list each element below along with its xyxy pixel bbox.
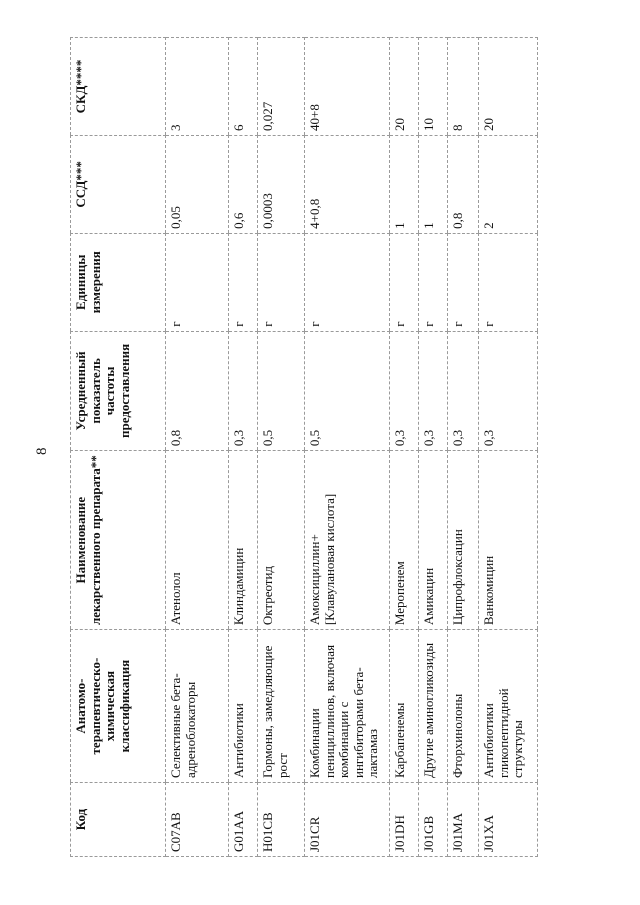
cell-frequency: 0,3: [419, 331, 448, 450]
cell-classification: Селективные бета-адреноблокаторы: [166, 630, 229, 783]
cell-skd: 20: [390, 38, 419, 136]
table-header-row: [71, 38, 166, 857]
cell-unit: г: [479, 233, 538, 331]
cell-frequency: 0,3: [479, 331, 538, 450]
cell-ssd: 2: [479, 135, 538, 233]
cell-frequency: 0,8: [166, 331, 229, 450]
table-row: [258, 38, 305, 857]
cell-classification: Антибиотики: [229, 630, 258, 783]
header-ssd: ССД***: [71, 135, 166, 233]
table-row: [448, 38, 479, 857]
cell-drug: Ципрофлоксацин: [448, 451, 479, 630]
table-row: [419, 38, 448, 857]
cell-classification: Другие аминогликозиды: [419, 630, 448, 783]
cell-code: G01AA: [229, 782, 258, 856]
cell-ssd: 1: [419, 135, 448, 233]
cell-ssd: 0,6: [229, 135, 258, 233]
cell-frequency: 0,3: [448, 331, 479, 450]
cell-unit: г: [419, 233, 448, 331]
cell-unit: г: [448, 233, 479, 331]
cell-unit: г: [258, 233, 305, 331]
cell-classification: Фторхинолоны: [448, 630, 479, 783]
cell-code: J01MA: [448, 782, 479, 856]
header-drug: Наименование лекарственного препарата**: [71, 451, 166, 630]
cell-skd: 6: [229, 38, 258, 136]
cell-ssd: 0,8: [448, 135, 479, 233]
cell-code: J01CR: [305, 782, 390, 856]
cell-classification: Антибиотики гликопептидной структуры: [479, 630, 538, 783]
cell-frequency: 0,3: [390, 331, 419, 450]
cell-drug: Меропенем: [390, 451, 419, 630]
cell-ssd: 0,0003: [258, 135, 305, 233]
cell-frequency: 0,5: [305, 331, 390, 450]
table-row: [390, 38, 419, 857]
cell-drug: Октреотид: [258, 451, 305, 630]
cell-skd: 10: [419, 38, 448, 136]
cell-code: J01GB: [419, 782, 448, 856]
page-number: 8: [34, 447, 50, 455]
cell-classification: Карбапенемы: [390, 630, 419, 783]
cell-drug: Клиндамицин: [229, 451, 258, 630]
cell-skd: 40+8: [305, 38, 390, 136]
cell-skd: 0,027: [258, 38, 305, 136]
cell-skd: 8: [448, 38, 479, 136]
cell-ssd: 1: [390, 135, 419, 233]
table-row: [305, 38, 390, 857]
cell-classification: Комбинации пенициллинов, включая комбинации с ингибиторами бета-лактамаз: [305, 630, 390, 783]
cell-classification: Гормоны, замедляющие рост: [258, 630, 305, 783]
cell-code: C07AB: [166, 782, 229, 856]
cell-skd: 20: [479, 38, 538, 136]
cell-unit: г: [390, 233, 419, 331]
cell-frequency: 0,5: [258, 331, 305, 450]
cell-code: J01XA: [479, 782, 538, 856]
cell-skd: 3: [166, 38, 229, 136]
cell-drug: Амикацин: [419, 451, 448, 630]
header-code: Код: [71, 782, 166, 856]
cell-unit: г: [305, 233, 390, 331]
table-row: [479, 38, 538, 857]
cell-unit: г: [166, 233, 229, 331]
table-row: [229, 38, 258, 857]
header-classification: Анатомо-терапевтическо-химическая классификация: [71, 630, 166, 783]
cell-ssd: 0,05: [166, 135, 229, 233]
cell-drug: Амоксициллин+ [Клавулановая кислота]: [305, 451, 390, 630]
cell-drug: Ванкомицин: [479, 451, 538, 630]
header-frequency: Усредненный показатель частоты предоставления: [71, 331, 166, 450]
cell-code: J01DH: [390, 782, 419, 856]
cell-drug: Атенолол: [166, 451, 229, 630]
drug-table: [70, 37, 538, 857]
cell-unit: г: [229, 233, 258, 331]
header-unit: Единицы измерения: [71, 233, 166, 331]
cell-code: H01CB: [258, 782, 305, 856]
cell-ssd: 4+0,8: [305, 135, 390, 233]
table-row: [166, 38, 229, 857]
cell-frequency: 0,3: [229, 331, 258, 450]
header-skd: СКД****: [71, 38, 166, 136]
